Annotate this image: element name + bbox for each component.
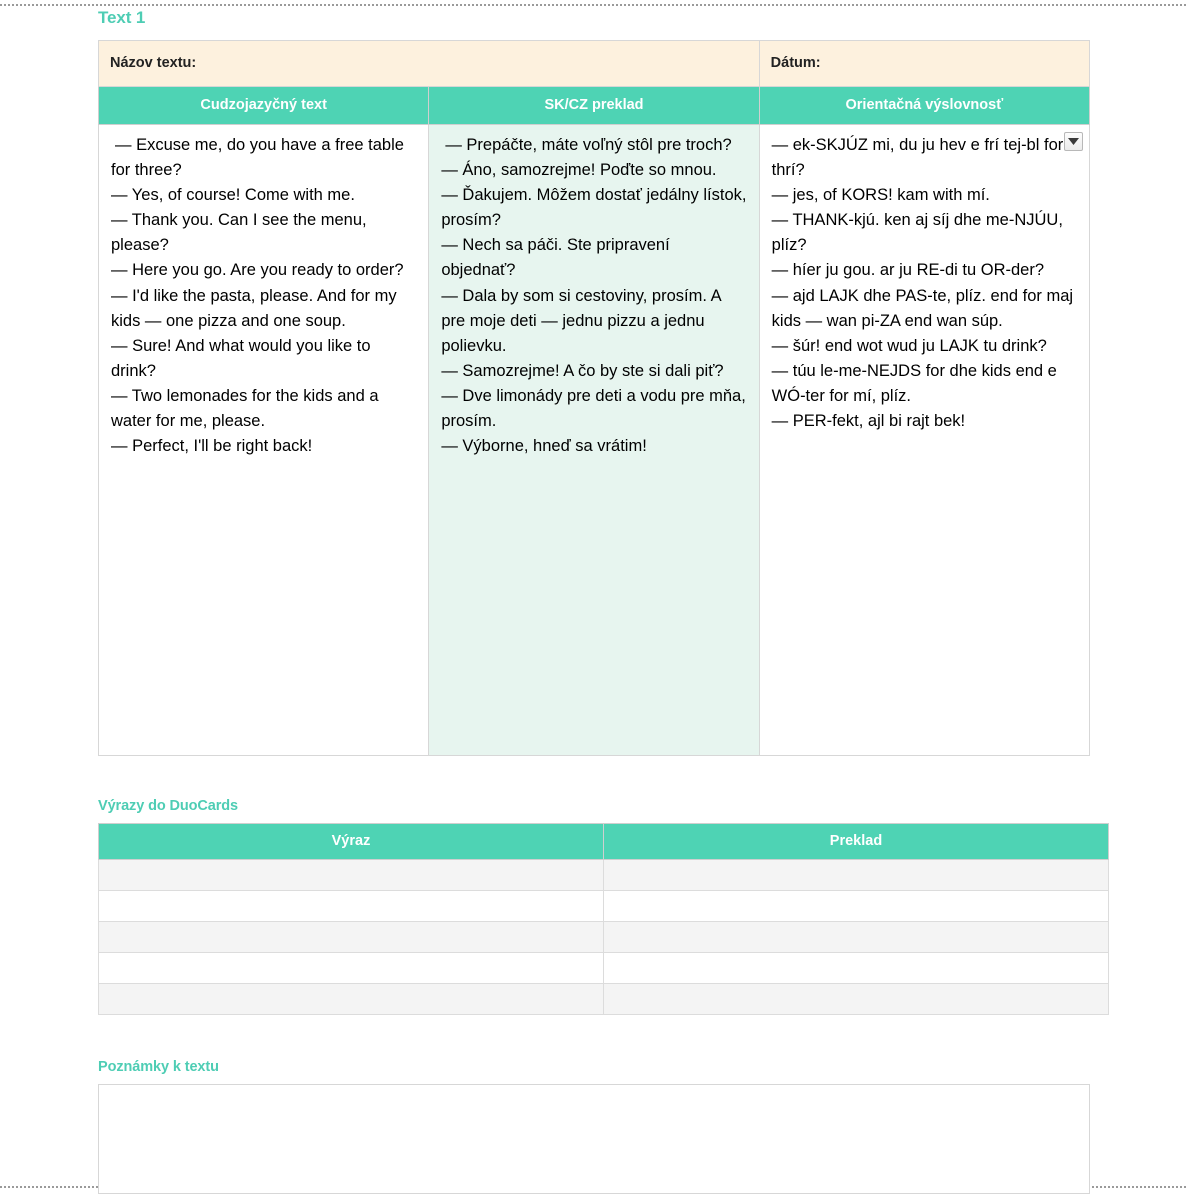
duocards-expression-cell[interactable]	[99, 922, 604, 953]
text-date-label: Dátum:	[770, 55, 821, 71]
text-section-title: Text 1	[98, 8, 146, 27]
duocards-translation-cell[interactable]	[604, 922, 1109, 953]
duocards-expression-cell[interactable]	[99, 984, 604, 1015]
duocards-expression-cell[interactable]	[99, 860, 604, 891]
text-name-cell[interactable]	[99, 41, 760, 87]
foreign-text: — Excuse me, do you have a free table for three? — Yes, of course! Come with me. — Thank you. Can I see the menu, please? — Here you go. Are you ready to order? — I'd like the pasta, please. And for my kids — one pizza and one soup. — Sure! And what would you like to drink? — Two lemonades for the kids and a water for me, please. — Perfect, I'll be right back!	[111, 136, 404, 456]
duocards-translation-cell[interactable]	[604, 953, 1109, 984]
table-row	[99, 984, 1109, 1015]
table-row	[99, 953, 1109, 984]
pronunciation-text: — ek-SKJÚZ mi, du ju hev e frí tej-bl for thrí? — jes, of KORS! kam with mí. — THANK-kjú. ken aj síj dhe me-NJÚU, plíz? — híer ju gou. ar ju RE-di tu OR-der? — ajd LAJK dhe PAS-te, plíz. end for maj kids — wan pi-ZA end wan súp. — šúr! end wot wud ju LAJK tu drink? — túu le-me-NEJDS for dhe kids end e WÓ-ter for mí, plíz. — PER-fekt, ajl bi rajt bek!	[771, 136, 1074, 431]
foreign-text-cell[interactable]	[99, 125, 429, 756]
table-row	[99, 891, 1109, 922]
table-row	[99, 860, 1109, 891]
column-header-foreign: Cudzojazyčný text	[99, 87, 429, 125]
column-header-pronunciation: Orientačná výslovnosť	[759, 87, 1089, 125]
text-table	[98, 40, 1090, 756]
chevron-down-icon[interactable]	[1064, 132, 1083, 151]
duocards-header-translation: Preklad	[604, 824, 1109, 860]
notes-textarea[interactable]	[98, 1084, 1090, 1194]
table-row	[99, 922, 1109, 953]
duocards-translation-cell[interactable]	[604, 891, 1109, 922]
pronunciation-text-cell[interactable]	[759, 125, 1089, 756]
column-header-translation: SK/CZ preklad	[429, 87, 759, 125]
document-content	[98, 0, 1090, 1194]
text-name-label: Názov textu:	[110, 55, 197, 71]
text-column-header-row	[99, 87, 1090, 125]
translation-text-cell[interactable]	[429, 125, 759, 756]
text-body-row	[99, 125, 1090, 756]
duocards-header-expression: Výraz	[99, 824, 604, 860]
duocards-table	[98, 823, 1109, 1015]
duocards-header-row	[99, 824, 1109, 860]
text-meta-row	[99, 41, 1090, 87]
notes-section-title: Poznámky k textu	[98, 1059, 219, 1075]
duocards-translation-cell[interactable]	[604, 860, 1109, 891]
translation-text: — Prepáčte, máte voľný stôl pre troch? — Áno, samozrejme! Poďte so mnou. — Ďakujem. Môžem dostať jedálny lístok, prosím? — Nech sa páči. Ste pripravení objednať? — Dala by som si cestoviny, prosím. A pre moje deti — jednu pizzu a jednu polievku. — Samozrejme! A čo by ste si dali piť? — Dve limonády pre deti a vodu pre mňa, prosím. — Výborne, hneď sa vrátim!	[441, 136, 747, 456]
duocards-expression-cell[interactable]	[99, 953, 604, 984]
duocards-translation-cell[interactable]	[604, 984, 1109, 1015]
duocards-expression-cell[interactable]	[99, 891, 604, 922]
text-date-cell[interactable]	[759, 41, 1089, 87]
duocards-section-title: Výrazy do DuoCards	[98, 798, 239, 814]
